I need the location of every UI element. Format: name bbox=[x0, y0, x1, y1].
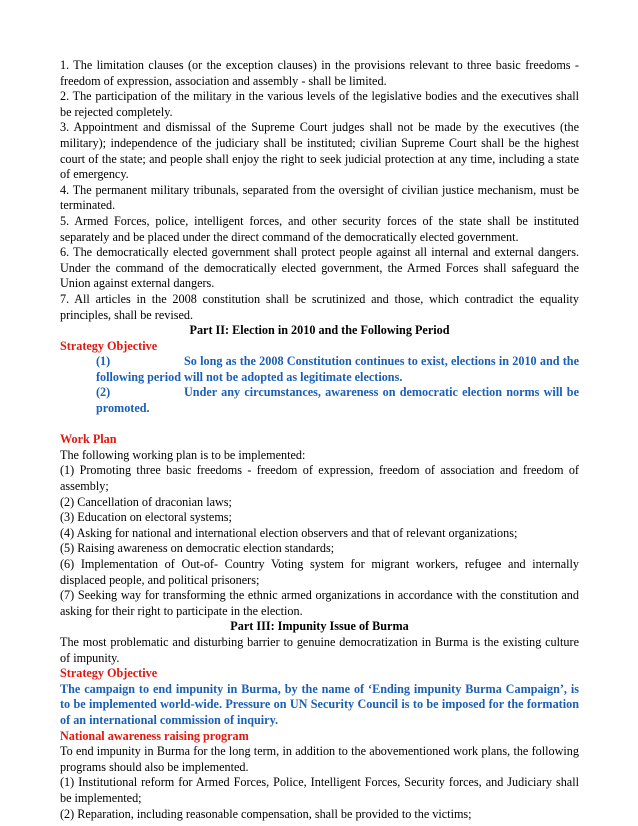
work-plan-item-5: (5) Raising awareness on democratic election standards; bbox=[60, 541, 335, 556]
part1-item-3: 3. Appointment and dismissal of the Supreme Court judges shall not be made by the executives (the military); independence of the judiciary shall be instituted; civilian Supreme Court shall be the highest court of the state; and people shall enjoy the right to seek judicial protection at any time, including a state of emergency. bbox=[60, 120, 579, 182]
part2-heading: Part II: Election in 2010 and the Following Period bbox=[189, 323, 450, 338]
objective-text: Under any circumstances, awareness on democratic election norms will be promoted. bbox=[96, 385, 579, 416]
work-plan-item-1: (1) Promoting three basic freedoms - freedom of expression, freedom of association and freedom of assembly; bbox=[60, 463, 579, 494]
national-awareness-intro: To end impunity in Burma for the long term, in addition to the abovementioned work plans, the following programs should also be implemented. bbox=[60, 744, 579, 774]
part1-item-5: 5. Armed Forces, police, intelligent forces, and other security forces of the state shall be instituted separately and be placed under the direct command of the democratically elected government. bbox=[60, 213, 579, 244]
part1-item-6: 6. The democratically elected government shall protect people against all internal and external dangers. Under the command of the democratically elected government, the Armed Forces shall safeguard the Union against external dangers. bbox=[60, 245, 579, 291]
national-item-1: (1) Institutional reform for Armed Forces, Police, Intelligent Forces, Security forces, and Judiciary shall be implemented; bbox=[60, 775, 579, 805]
work-plan-label: Work Plan bbox=[60, 432, 117, 447]
national-awareness-label: National awareness raising program bbox=[60, 728, 249, 743]
objective-text: So long as the 2008 Constitution continues to exist, elections in 2010 and the following period will not be adopted as legitimate elections. bbox=[96, 354, 579, 384]
part3-intro: The most problematic and disturbing barrier to genuine democratization in Burma is the existing culture of impunity. bbox=[60, 634, 579, 665]
document-page bbox=[60, 58, 579, 822]
part1-item-1: 1. The limitation clauses (or the exception clauses) in the provisions relevant to three basic freedoms - freedom of expression, association and assembly - shall be limited. bbox=[60, 58, 579, 88]
national-item-2: (2) Reparation, including reasonable compensation, shall be provided to the victims; bbox=[60, 806, 472, 821]
work-plan-item-2: (2) Cancellation of draconian laws; bbox=[60, 494, 232, 509]
part2-objective-1 bbox=[96, 354, 579, 385]
work-plan-intro: The following working plan is to be implemented: bbox=[60, 447, 306, 462]
part1-item-2: 2. The participation of the military in the various levels of the legislative bodies and the executives shall be rejected completely. bbox=[60, 89, 579, 119]
objective-number: (1) bbox=[96, 354, 111, 369]
spacer bbox=[60, 417, 579, 433]
part1-item-7: 7. All articles in the 2008 constitution shall be scrutinized and those, which contradict the equality principles, shall be revised. bbox=[60, 291, 579, 322]
objective-number: (2) bbox=[96, 385, 111, 400]
part2-objective-2 bbox=[96, 385, 579, 416]
work-plan-item-4: (4) Asking for national and international election observers and that of relevant organizations; bbox=[60, 525, 518, 540]
work-plan-item-3: (3) Education on electoral systems; bbox=[60, 510, 232, 525]
part2-strategy-label: Strategy Objective bbox=[60, 338, 158, 353]
work-plan-item-6: (6) Implementation of Out-of- Country Voting system for migrant workers, refugee and internally displaced people, and political prisoners; bbox=[60, 557, 579, 587]
part3-strategy-text: The campaign to end impunity in Burma, by the name of ‘Ending impunity Burma Campaign’, is to be implemented world-wide. Pressure on UN Security Council is to be imposed for the formation of an international commission of inquiry. bbox=[60, 681, 579, 727]
work-plan-item-7: (7) Seeking way for transforming the ethnic armed organizations in accordance with the constitution and asking for their right to participate in the election. bbox=[60, 588, 579, 618]
part1-item-4: 4. The permanent military tribunals, separated from the oversight of civilian justice mechanism, must be terminated. bbox=[60, 182, 579, 213]
part3-strategy-label: Strategy Objective bbox=[60, 666, 158, 681]
part3-heading: Part III: Impunity Issue of Burma bbox=[230, 619, 409, 634]
